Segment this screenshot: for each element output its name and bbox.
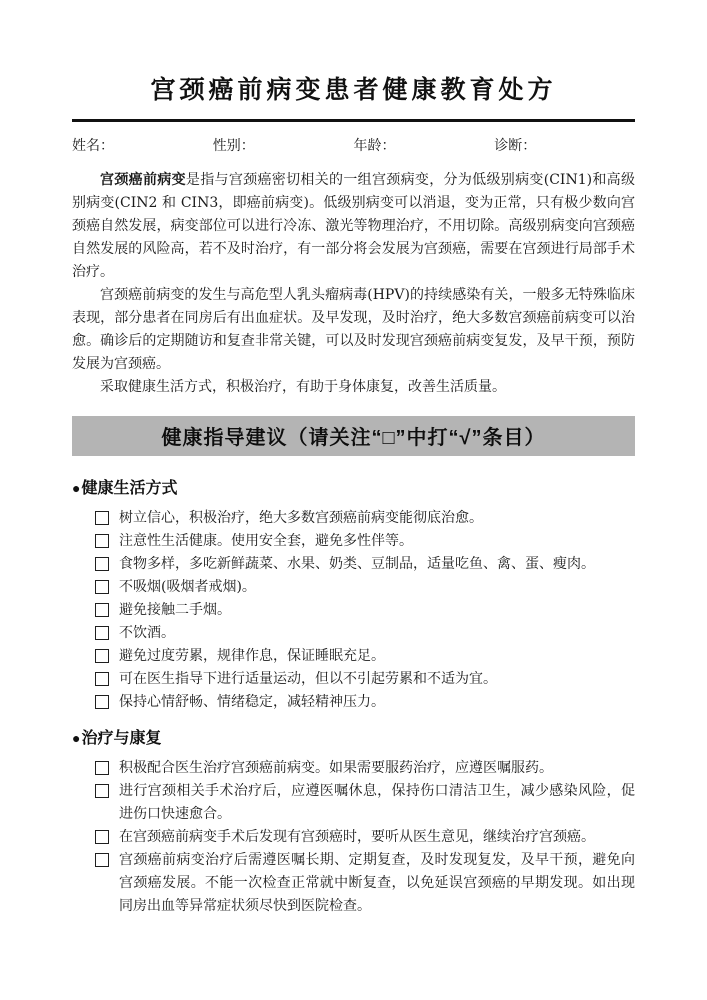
- checklist-item: [95, 826, 635, 849]
- checklist-item: [95, 530, 635, 553]
- checklist-item-text: 树立信心，积极治疗，绝大多数宫颈癌前病变能彻底治愈。: [119, 510, 483, 526]
- age-label: 年龄：: [353, 138, 396, 154]
- checklist-item-text: 在宫颈癌前病变手术后发现有宫颈癌时，要听从医生意见，继续治疗宫颈癌。: [119, 829, 595, 845]
- age-field: [354, 135, 495, 157]
- section-heading-lifestyle: [72, 475, 635, 498]
- patient-info-row: [72, 135, 635, 157]
- checklist-item: [95, 849, 635, 918]
- checkbox-icon[interactable]: [95, 626, 109, 640]
- gender-label: 性别：: [212, 138, 255, 154]
- diagnosis-input[interactable]: [536, 135, 635, 157]
- checkbox-icon[interactable]: [95, 580, 109, 594]
- intro-paragraph-1-text: 是指与宫颈癌密切相关的一组宫颈病变，分为低级别病变(CIN1)和高级别病变(CIN2 和 CIN3，即癌前病变)。低级别病变可以消退，变为正常，只有极少数向宫颈癌自然发展，病变部位可以进行冷冻、激光等物理治疗，不用切除。高级别病变向宫颈癌自然发展的风险高，若不及时治疗，有一部分将会发展为宫颈癌，需要在宫颈进行局部手术治疗。: [72, 172, 636, 280]
- checklist-item-text: 不饮酒。: [119, 625, 175, 641]
- document-content: [72, 0, 635, 918]
- gender-field: [213, 135, 354, 157]
- checklist-item: [95, 780, 635, 826]
- name-field: [72, 135, 213, 157]
- checklist-item: [95, 599, 635, 622]
- diagnosis-label: 诊断：: [494, 138, 537, 154]
- treatment-checklist: [72, 757, 635, 918]
- checklist-item: [95, 668, 635, 691]
- page-title: 宫颈癌前病变患者健康教育处方: [150, 76, 557, 104]
- checklist-item-text: 进行宫颈相关手术治疗后，应遵医嘱休息，保持伤口清洁卫生，减少感染风险，促进伤口快速愈合。: [119, 783, 635, 822]
- checklist-item-text: 不吸烟(吸烟者戒烟)。: [119, 579, 256, 595]
- checklist-item-text: 食物多样，多吃新鲜蔬菜、水果、奶类、豆制品，适量吃鱼、禽、蛋、瘦肉。: [119, 556, 595, 572]
- checkbox-icon[interactable]: [95, 511, 109, 525]
- checklist-item-text: 宫颈癌前病变治疗后需遵医嘱长期、定期复查，及时发现复发，及早干预，避免向宫颈癌发展。不能一次检查正常就中断复查，以免延误宫颈癌的早期发现。如出现同房出血等异常症状须尽快到医院检查。: [119, 852, 635, 914]
- checkbox-icon[interactable]: [95, 695, 109, 709]
- checkbox-icon[interactable]: [95, 672, 109, 686]
- name-input[interactable]: [114, 135, 213, 157]
- checklist-item: [95, 622, 635, 645]
- checkbox-icon[interactable]: [95, 761, 109, 775]
- name-label: 姓名：: [72, 138, 114, 154]
- intro-paragraph-3: 采取健康生活方式，积极治疗，有助于身体康复，改善生活质量。: [100, 379, 506, 395]
- checklist-item: [95, 553, 635, 576]
- bullet-icon: ●: [72, 480, 81, 496]
- checklist-item: [95, 576, 635, 599]
- gender-input[interactable]: [255, 135, 354, 157]
- checklist-item-text: 避免接触二手烟。: [119, 602, 231, 618]
- checkbox-icon[interactable]: [95, 557, 109, 571]
- checklist-item: [95, 757, 635, 780]
- title-divider: [72, 119, 635, 122]
- intro-lead-term: 宫颈癌前病变: [100, 172, 186, 188]
- checklist-item: [95, 691, 635, 714]
- checklist-item-text: 可在医生指导下进行适量运动，但以不引起劳累和不适为宜。: [119, 671, 497, 687]
- bullet-icon: ●: [72, 730, 81, 746]
- diagnosis-field: [494, 135, 635, 157]
- checkbox-icon[interactable]: [95, 603, 109, 617]
- intro-paragraphs: [72, 169, 635, 399]
- section-heading-treatment: [72, 725, 635, 748]
- section-heading-treatment-label: 治疗与康复: [81, 730, 162, 747]
- intro-paragraph-1: [72, 169, 635, 284]
- intro-paragraph-2: 宫颈癌前病变的发生与高危型人乳头瘤病毒(HPV)的持续感染有关，一般多无特殊临床表现，部分患者在同房后有出血症状。及早发现，及时治疗，绝大多数宫颈癌前病变可以治愈。确诊后的定期随访和复查非常关键，可以及时发现宫颈癌前病变复发，及早干预，预防发展为宫颈癌。: [72, 287, 635, 372]
- lifestyle-checklist: [72, 507, 635, 714]
- checklist-item: [95, 507, 635, 530]
- age-input[interactable]: [396, 135, 495, 157]
- checklist-item-text: 注意性生活健康。使用安全套，避免多性伴等。: [119, 533, 413, 549]
- checkbox-icon[interactable]: [95, 784, 109, 798]
- checkbox-icon[interactable]: [95, 853, 109, 867]
- checkbox-icon[interactable]: [95, 649, 109, 663]
- checkbox-icon[interactable]: [95, 830, 109, 844]
- checkbox-icon[interactable]: [95, 534, 109, 548]
- checklist-item: [95, 645, 635, 668]
- checklist-item-text: 积极配合医生治疗宫颈癌前病变。如果需要服药治疗，应遵医嘱服药。: [119, 760, 553, 776]
- guidance-banner: 健康指导建议（请关注“□”中打“√”条目）: [72, 416, 635, 456]
- section-heading-lifestyle-label: 健康生活方式: [81, 480, 178, 497]
- checklist-item-text: 避免过度劳累，规律作息，保证睡眠充足。: [119, 648, 385, 664]
- checklist-item-text: 保持心情舒畅、情绪稳定，减轻精神压力。: [119, 694, 385, 710]
